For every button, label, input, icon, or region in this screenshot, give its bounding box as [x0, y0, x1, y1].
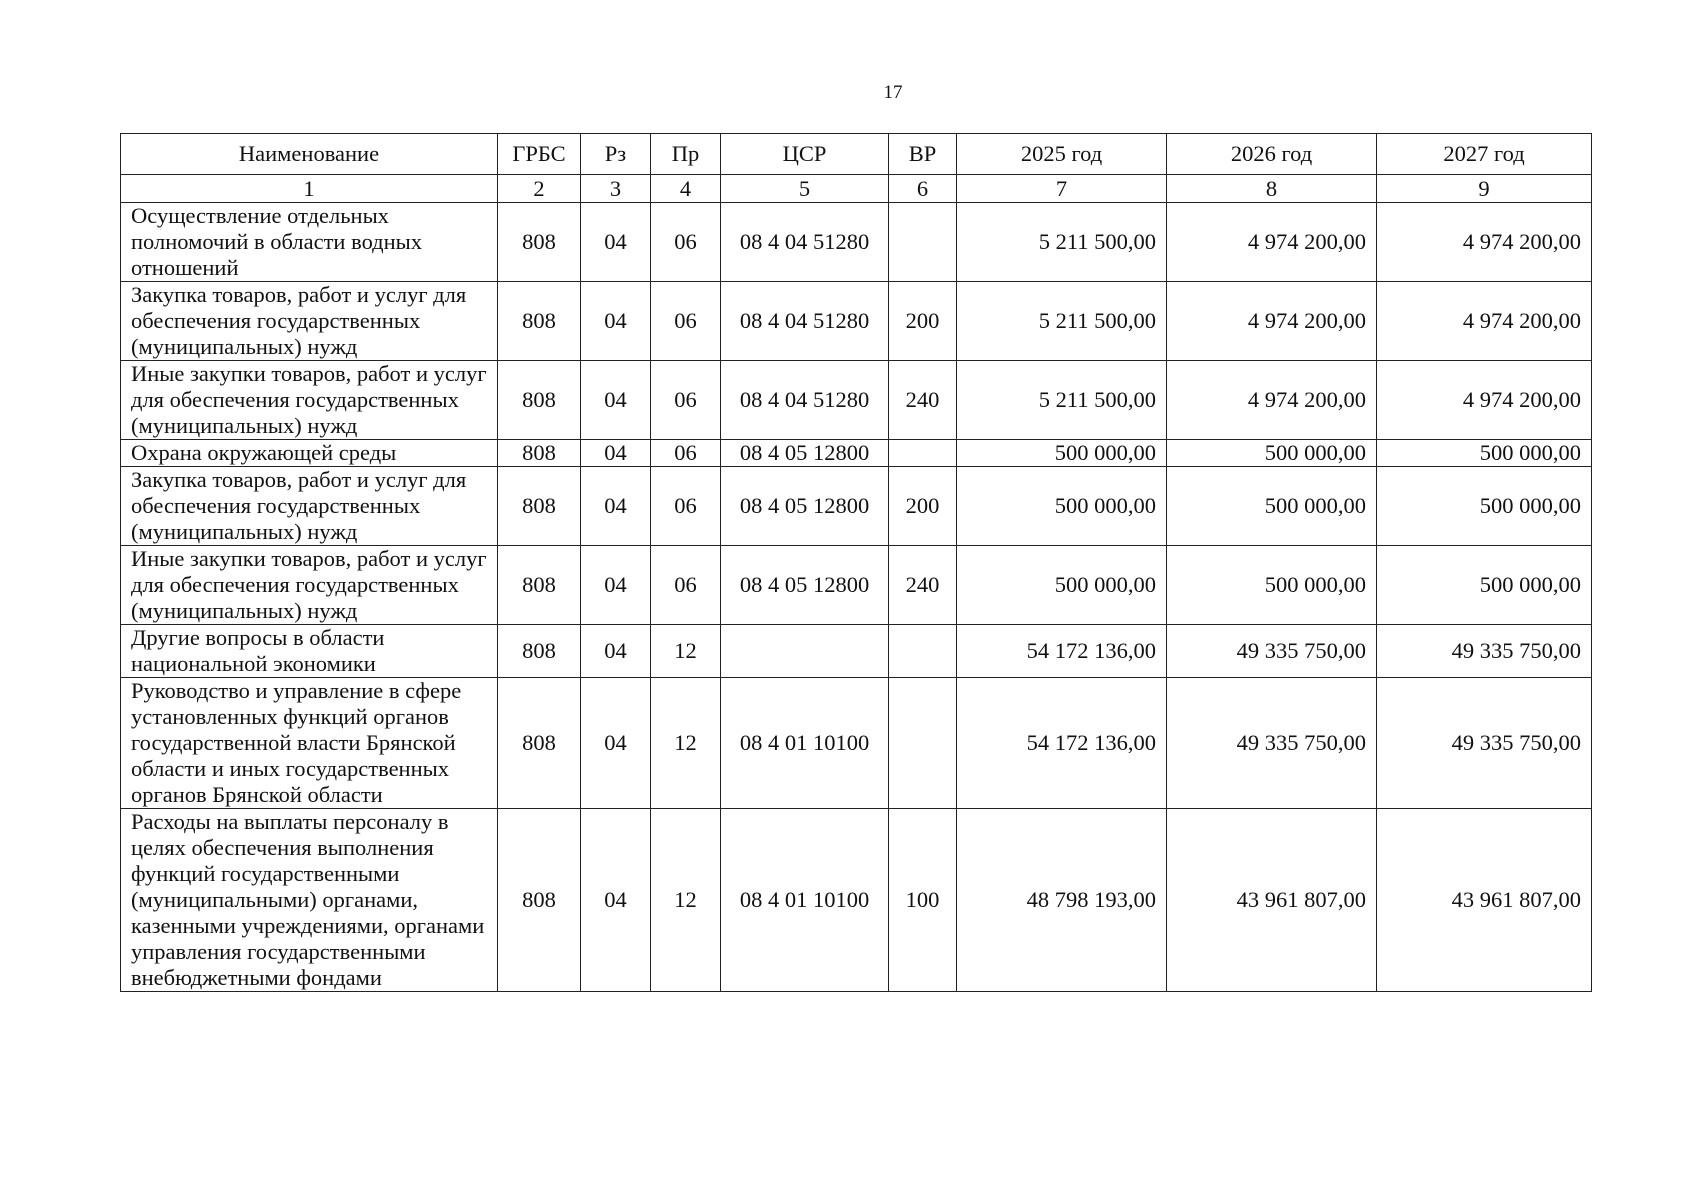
row-2027: 49 335 750,00 [1377, 678, 1592, 809]
row-2026: 4 974 200,00 [1167, 361, 1377, 440]
row-vr: 200 [889, 282, 957, 361]
row-2026: 4 974 200,00 [1167, 282, 1377, 361]
row-2025: 54 172 136,00 [957, 678, 1167, 809]
row-vr [889, 678, 957, 809]
row-pr: 06 [651, 546, 721, 625]
row-2025: 500 000,00 [957, 467, 1167, 546]
row-vr [889, 625, 957, 678]
table-row [121, 467, 1592, 546]
row-csr: 08 4 05 12800 [721, 467, 889, 546]
row-csr: 08 4 01 10100 [721, 678, 889, 809]
table-row [121, 361, 1592, 440]
column-number: 7 [957, 175, 1167, 203]
row-2027: 4 974 200,00 [1377, 361, 1592, 440]
row-csr: 08 4 05 12800 [721, 440, 889, 467]
row-pr: 06 [651, 282, 721, 361]
header-2027: 2027 год [1377, 134, 1592, 175]
header-2026: 2026 год [1167, 134, 1377, 175]
row-2025: 5 211 500,00 [957, 203, 1167, 282]
row-2025: 500 000,00 [957, 546, 1167, 625]
row-2025: 54 172 136,00 [957, 625, 1167, 678]
row-rz: 04 [581, 546, 651, 625]
row-pr: 06 [651, 440, 721, 467]
row-name: Охрана окружающей среды [121, 440, 498, 467]
row-vr: 240 [889, 361, 957, 440]
column-number: 3 [581, 175, 651, 203]
row-2027: 500 000,00 [1377, 546, 1592, 625]
row-name: Иные закупки товаров, работ и услуг для обеспечения государственных (муниципальных) нужд [121, 361, 498, 440]
row-grbs: 808 [498, 809, 581, 992]
row-pr: 12 [651, 678, 721, 809]
header-csr: ЦСР [721, 134, 889, 175]
row-2027: 49 335 750,00 [1377, 625, 1592, 678]
row-pr: 06 [651, 361, 721, 440]
table-row [121, 203, 1592, 282]
row-rz: 04 [581, 809, 651, 992]
column-number-row [121, 175, 1592, 203]
column-number: 8 [1167, 175, 1377, 203]
row-pr: 06 [651, 467, 721, 546]
table-row [121, 282, 1592, 361]
row-name: Руководство и управление в сфере установленных функций органов государственной власти Брянской области и иных государственных органов Брянской области [121, 678, 498, 809]
row-rz: 04 [581, 625, 651, 678]
header-vr: ВР [889, 134, 957, 175]
row-2027: 4 974 200,00 [1377, 282, 1592, 361]
column-number: 1 [121, 175, 498, 203]
row-name: Закупка товаров, работ и услуг для обеспечения государственных (муниципальных) нужд [121, 282, 498, 361]
row-name: Расходы на выплаты персоналу в целях обеспечения выполнения функций государственными (муниципальными) органами, казенными учреждениями, органами управления государственными внебюджетными фондами [121, 809, 498, 992]
row-2027: 500 000,00 [1377, 467, 1592, 546]
row-2027: 43 961 807,00 [1377, 809, 1592, 992]
header-grbs: ГРБС [498, 134, 581, 175]
row-2025: 500 000,00 [957, 440, 1167, 467]
header-2025: 2025 год [957, 134, 1167, 175]
row-vr: 240 [889, 546, 957, 625]
row-csr: 08 4 04 51280 [721, 282, 889, 361]
row-2025: 5 211 500,00 [957, 282, 1167, 361]
row-rz: 04 [581, 361, 651, 440]
row-2027: 500 000,00 [1377, 440, 1592, 467]
row-name: Закупка товаров, работ и услуг для обеспечения государственных (муниципальных) нужд [121, 467, 498, 546]
table-row [121, 440, 1592, 467]
row-grbs: 808 [498, 546, 581, 625]
row-2026: 49 335 750,00 [1167, 678, 1377, 809]
row-2026: 49 335 750,00 [1167, 625, 1377, 678]
row-csr [721, 625, 889, 678]
row-name: Другие вопросы в области национальной экономики [121, 625, 498, 678]
row-rz: 04 [581, 203, 651, 282]
row-grbs: 808 [498, 203, 581, 282]
row-2026: 500 000,00 [1167, 546, 1377, 625]
column-number: 2 [498, 175, 581, 203]
row-pr: 06 [651, 203, 721, 282]
column-number: 5 [721, 175, 889, 203]
header-row [121, 134, 1592, 175]
row-vr [889, 203, 957, 282]
row-csr: 08 4 05 12800 [721, 546, 889, 625]
row-rz: 04 [581, 440, 651, 467]
row-pr: 12 [651, 809, 721, 992]
row-2026: 43 961 807,00 [1167, 809, 1377, 992]
row-grbs: 808 [498, 467, 581, 546]
row-2027: 4 974 200,00 [1377, 203, 1592, 282]
row-rz: 04 [581, 282, 651, 361]
row-rz: 04 [581, 678, 651, 809]
row-name: Осуществление отдельных полномочий в области водных отношений [121, 203, 498, 282]
row-pr: 12 [651, 625, 721, 678]
table-row [121, 546, 1592, 625]
column-number: 6 [889, 175, 957, 203]
table-row [121, 678, 1592, 809]
row-grbs: 808 [498, 440, 581, 467]
column-number: 9 [1377, 175, 1592, 203]
row-name: Иные закупки товаров, работ и услуг для обеспечения государственных (муниципальных) нужд [121, 546, 498, 625]
row-vr: 200 [889, 467, 957, 546]
row-grbs: 808 [498, 625, 581, 678]
header-name: Наименование [121, 134, 498, 175]
row-csr: 08 4 01 10100 [721, 809, 889, 992]
row-grbs: 808 [498, 282, 581, 361]
header-rz: Рз [581, 134, 651, 175]
table-row [121, 625, 1592, 678]
table-row [121, 809, 1592, 992]
budget-table [120, 133, 1592, 992]
row-2025: 5 211 500,00 [957, 361, 1167, 440]
row-2026: 4 974 200,00 [1167, 203, 1377, 282]
row-csr: 08 4 04 51280 [721, 203, 889, 282]
row-csr: 08 4 04 51280 [721, 361, 889, 440]
row-2026: 500 000,00 [1167, 440, 1377, 467]
row-rz: 04 [581, 467, 651, 546]
page-number: 17 [883, 82, 903, 103]
row-grbs: 808 [498, 361, 581, 440]
row-vr [889, 440, 957, 467]
row-grbs: 808 [498, 678, 581, 809]
row-2026: 500 000,00 [1167, 467, 1377, 546]
row-2025: 48 798 193,00 [957, 809, 1167, 992]
column-number: 4 [651, 175, 721, 203]
row-vr: 100 [889, 809, 957, 992]
header-pr: Пр [651, 134, 721, 175]
